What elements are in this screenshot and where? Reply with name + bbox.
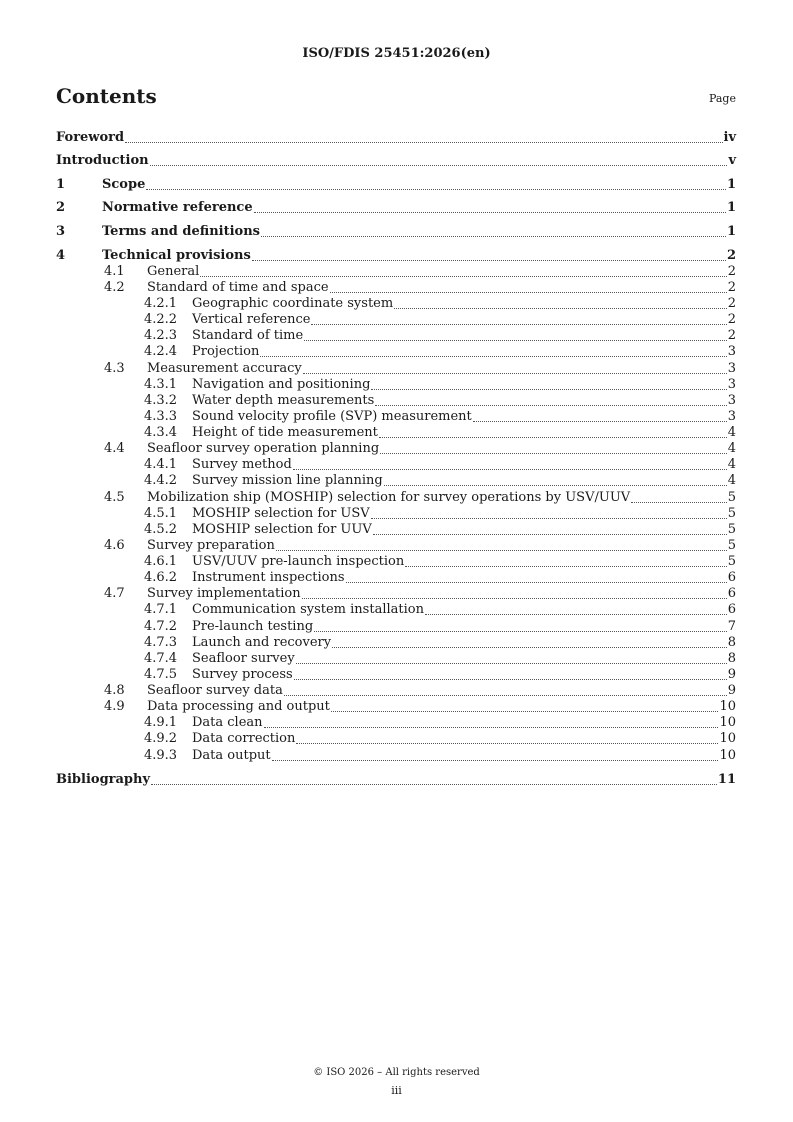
toc-entry-number: 4.6 [104,538,125,553]
dot-leader [331,710,719,712]
toc-entry[interactable] [56,200,736,216]
toc-entry-title: Standard of time [192,328,304,343]
toc-entry[interactable] [56,377,736,393]
toc-entry[interactable] [56,280,736,296]
toc-entry-title: General [147,264,200,279]
dot-leader [405,565,727,567]
dot-leader [373,533,727,535]
toc-entry[interactable] [56,748,736,764]
toc-entry-title: Pre-launch testing [192,619,314,634]
toc-entry-title: Sound velocity profile (SVP) measurement [192,409,472,424]
toc-entry-title: Measurement accuracy [147,361,302,376]
toc-entry-number: 4.9 [104,699,125,714]
toc-entry-page: 1 [726,200,736,215]
toc-entry-page: 8 [727,635,736,650]
toc-entry-title: Water depth measurements [192,393,375,408]
dot-leader [272,759,719,761]
dot-leader [380,452,727,454]
toc-entry[interactable] [56,554,736,570]
dot-leader [311,323,726,325]
toc-entry[interactable] [56,683,736,699]
toc-entry-page: 3 [727,409,736,424]
toc-entry-number: 4.3 [104,361,125,376]
toc-entry-number: 4.8 [104,683,125,698]
dot-leader [296,662,727,664]
dot-leader [261,235,726,237]
toc-entry[interactable] [56,635,736,651]
toc-entry-page: 2 [727,328,736,343]
dot-leader [276,549,727,551]
toc-entry-title: Height of tide measurement [192,425,378,440]
dot-leader [254,211,726,213]
toc-entry[interactable] [56,296,736,312]
toc-entry[interactable] [56,425,736,441]
toc-entry[interactable] [56,248,736,264]
toc-entry-page: 5 [727,538,736,553]
toc-entry-number: 4.7 [104,586,125,601]
toc-entry-number: 4.3.3 [144,409,178,424]
toc-entry-page: 9 [727,683,736,698]
dot-leader [371,517,727,519]
toc-entry-page: 1 [726,177,736,192]
toc-entry-number: 4.4.2 [144,473,178,488]
toc-entry-title: Survey process [192,667,293,682]
toc-entry-number: 4.5.2 [144,522,178,537]
dot-leader [375,404,726,406]
toc-entry[interactable] [56,619,736,635]
toc-entry-number: 4 [56,248,66,263]
toc-entry-number: 4.7.4 [144,651,178,666]
page-number: iii [391,1084,402,1097]
toc-entry-page: 2 [727,296,736,311]
dot-leader [146,188,726,190]
toc-entry-title: Vertical reference [192,312,311,327]
toc-entry[interactable] [56,602,736,618]
toc-entry-page: 2 [727,280,736,295]
toc-entry-title: Foreword [56,130,125,145]
dot-leader [371,388,726,390]
toc-entry-page: 10 [719,748,736,763]
toc-entry-number: 4.7.3 [144,635,178,650]
toc-entry[interactable] [56,153,736,169]
toc-entry-title: Survey implementation [147,586,301,601]
toc-entry[interactable] [56,457,736,473]
toc-entry-number: 4.9.3 [144,748,178,763]
dot-leader [293,468,727,470]
toc-entry-number: 4.2.4 [144,344,178,359]
dot-leader [304,339,727,341]
toc-entry-title: Seafloor survey data [147,683,283,698]
toc-entry-title: Scope [102,177,146,192]
toc-entry-number: 4.7.5 [144,667,178,682]
toc-entry-page: 3 [727,361,736,376]
toc-entry-page: 9 [727,667,736,682]
toc-entry-title: Communication system installation [192,602,424,617]
dot-leader [296,742,718,744]
toc-entry-number: 4.2.2 [144,312,178,327]
toc-entry[interactable] [56,441,736,457]
toc-entry-page: 2 [727,312,736,327]
toc-entry[interactable] [56,522,736,538]
toc-entry-page: 1 [726,224,736,239]
toc-entry-title: Instrument inspections [192,570,345,585]
page-title: Contents [56,84,157,108]
toc-entry[interactable] [56,224,736,240]
toc-entry-title: Technical provisions [102,248,251,263]
toc-entry-title: Introduction [56,153,149,168]
dot-leader [346,581,727,583]
dot-leader [284,694,727,696]
toc-entry[interactable] [56,177,736,193]
toc-entry-title: MOSHIP selection for UUV [192,522,372,537]
toc-entry-title: Mobilization ship (MOSHIP) selection for survey operations by USV/UUV [147,490,631,505]
toc-entry-page: 10 [719,699,736,714]
dot-leader [314,630,727,632]
toc-entry[interactable] [56,667,736,683]
toc-entry-number: 4.7.1 [144,602,178,617]
toc-entry[interactable] [56,538,736,554]
toc-entry-number: 3 [56,224,66,239]
toc-entry-page: 7 [727,619,736,634]
toc-entry-page: 4 [727,441,736,456]
toc-entry-page: 5 [727,554,736,569]
dot-leader [200,275,726,277]
dot-leader [303,372,727,374]
dot-leader [631,501,727,503]
toc-entry-title: USV/UUV pre-launch inspection [192,554,405,569]
toc-entry[interactable] [56,409,736,425]
dot-leader [150,164,728,166]
toc-entry[interactable] [56,699,736,715]
toc-entry-page: 3 [727,393,736,408]
toc-entry-title: Bibliography [56,772,151,787]
toc-entry[interactable] [56,328,736,344]
toc-entry-title: Normative reference [102,200,253,215]
page-column-label: Page [708,92,736,105]
toc-entry-page: 5 [727,522,736,537]
copyright-footer: © ISO 2026 – All rights reserved [313,1067,480,1078]
toc-entry[interactable] [56,473,736,489]
toc-entry-page: 10 [719,731,736,746]
toc-entry[interactable] [56,344,736,360]
toc-entry-number: 4.3.1 [144,377,178,392]
dot-leader [384,484,727,486]
toc-entry-number: 4.3.2 [144,393,178,408]
dot-leader [473,420,727,422]
toc-entry[interactable] [56,130,736,146]
toc-entry[interactable] [56,506,736,522]
toc-entry-page: 3 [727,377,736,392]
toc-entry-title: Survey mission line planning [192,473,383,488]
toc-entry-page: 11 [717,772,736,787]
toc-entry-page: 5 [727,490,736,505]
toc-entry[interactable] [56,715,736,731]
toc-entry-title: Data correction [192,731,296,746]
toc-entry-number: 4.3.4 [144,425,178,440]
toc-entry-title: Seafloor survey operation planning [147,441,380,456]
toc-entry[interactable] [56,586,736,602]
toc-entry-number: 4.2.1 [144,296,178,311]
toc-entry[interactable] [56,490,736,506]
toc-entry-number: 4.4.1 [144,457,178,472]
dot-leader [332,646,727,648]
toc-entry-number: 4.9.1 [144,715,178,730]
toc-entry-page: 3 [727,344,736,359]
toc-entry-title: Navigation and positioning [192,377,371,392]
toc-entry-title: MOSHIP selection for USV [192,506,370,521]
dot-leader [330,291,727,293]
toc-entry-page: 6 [727,602,736,617]
toc-entry-number: 4.7.2 [144,619,178,634]
dot-leader [425,613,727,615]
toc-entry-title: Geographic coordinate system [192,296,394,311]
toc-entry-number: 4.9.2 [144,731,178,746]
toc-entry-page: v [728,153,736,168]
dot-leader [264,726,719,728]
dot-leader [294,678,727,680]
toc-entry[interactable] [56,312,736,328]
toc-entry[interactable] [56,264,736,280]
toc-entry-number: 4.5 [104,490,125,505]
dot-leader [302,597,727,599]
toc-entry-page: 6 [727,570,736,585]
toc-entry-title: Data clean [192,715,263,730]
toc-entry-page: 6 [727,586,736,601]
toc-entry-page: iv [723,130,736,145]
toc-entry-page: 8 [727,651,736,666]
dot-leader [151,783,717,785]
toc-entry-title: Projection [192,344,260,359]
toc-entry-title: Seafloor survey [192,651,295,666]
dot-leader [394,307,727,309]
toc-entry-number: 4.1 [104,264,125,279]
toc-entry-title: Survey preparation [147,538,275,553]
toc-entry-page: 5 [727,506,736,521]
toc-entry[interactable] [56,651,736,667]
dot-leader [252,259,726,261]
toc-entry[interactable] [56,361,736,377]
document-header: ISO/FDIS 25451:2026(en) [302,46,491,61]
toc-entry-title: Data output [192,748,271,763]
toc-entry-page: 4 [727,473,736,488]
toc-entry-number: 4.6.2 [144,570,178,585]
toc-entry-title: Terms and definitions [102,224,260,239]
toc-entry[interactable] [56,772,736,788]
toc-entry-page: 4 [727,425,736,440]
toc-entry-number: 4.2.3 [144,328,178,343]
toc-entry[interactable] [56,393,736,409]
toc-entry-number: 2 [56,200,66,215]
toc-entry-number: 4.4 [104,441,125,456]
toc-entry-title: Standard of time and space [147,280,329,295]
toc-entry-number: 4.2 [104,280,125,295]
toc-entry-page: 4 [727,457,736,472]
toc-entry-number: 4.6.1 [144,554,178,569]
toc-entry-page: 10 [719,715,736,730]
toc-entry-page: 2 [727,264,736,279]
toc-entry-number: 1 [56,177,66,192]
toc-entry[interactable] [56,570,736,586]
toc-entry-page: 2 [726,248,736,263]
dot-leader [125,141,722,143]
toc-entry-title: Launch and recovery [192,635,332,650]
toc-entry[interactable] [56,731,736,747]
dot-leader [379,436,727,438]
dot-leader [260,355,726,357]
toc-entry-title: Survey method [192,457,292,472]
toc-entry-title: Data processing and output [147,699,330,714]
toc-entry-number: 4.5.1 [144,506,178,521]
